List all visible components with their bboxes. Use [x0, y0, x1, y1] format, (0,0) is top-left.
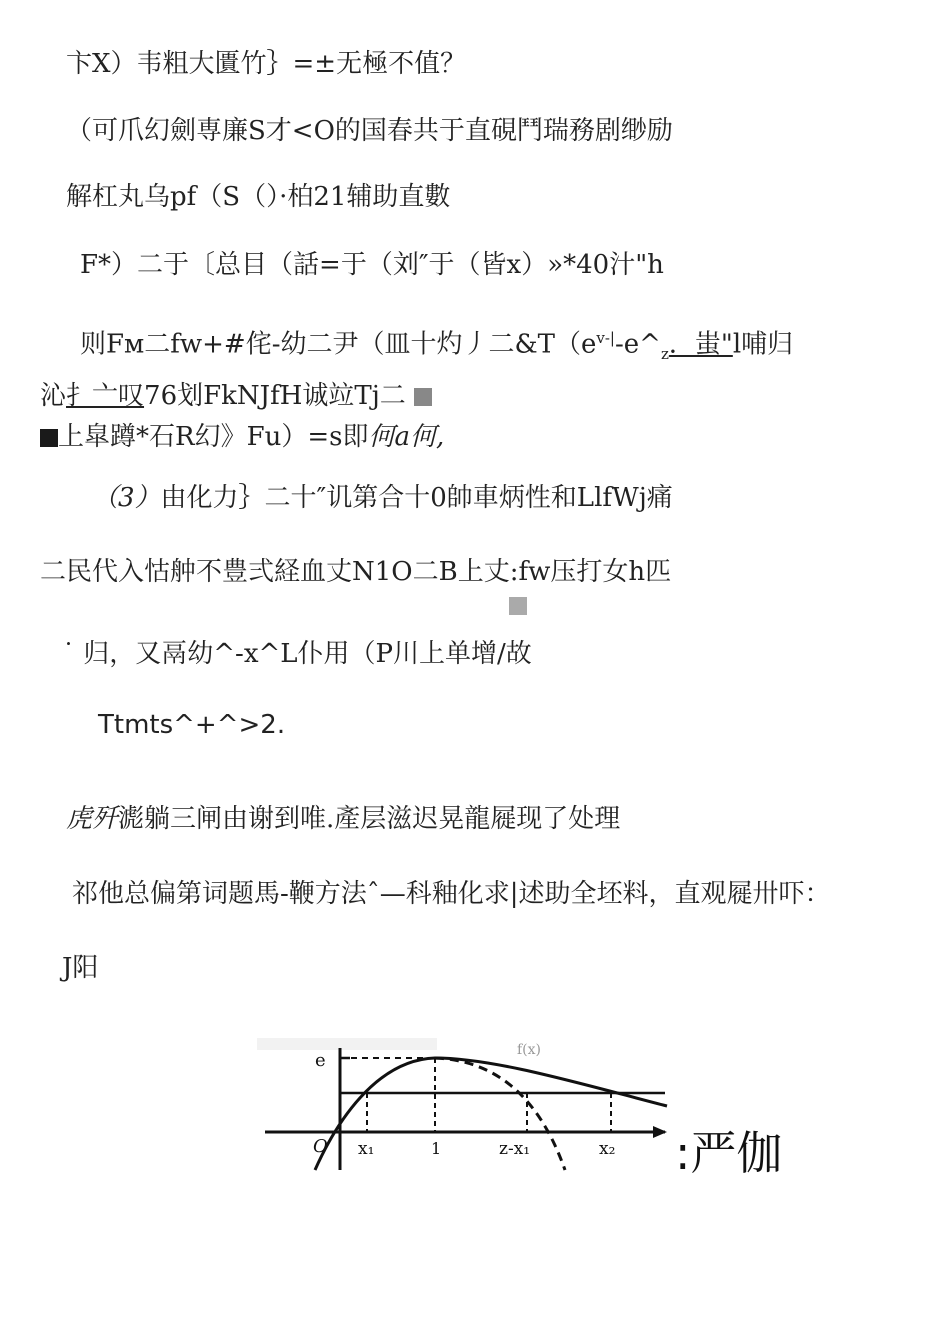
line5-superscript: v-|: [596, 329, 615, 347]
e-label: e: [315, 1050, 326, 1071]
text-line-8: [92, 482, 673, 514]
line5-part-d: l哺归: [732, 329, 794, 360]
scan-smudge: [257, 1038, 437, 1050]
curve-label: f(x): [517, 1042, 542, 1058]
gray-square-mark-2: [509, 597, 527, 615]
line5-part-a: 则Fм二fw+#侘-幼二尹（皿十灼丿二&T（e: [80, 329, 597, 360]
function-graph-figure: [255, 1030, 675, 1175]
black-square-mark: [40, 429, 58, 447]
line7-italic: 何a何,: [368, 422, 445, 452]
line5-underlined: ．蚩": [668, 329, 733, 360]
line8-text: 由化力｝二十″讥第合十0帥車炳性和LlfWj痛: [160, 483, 673, 513]
one-label: 1: [431, 1139, 442, 1158]
text-line-3: 解杠丸乌pf（S（）·柏21辅助直數: [66, 182, 451, 212]
text-line-1: 卞X）韦粗大匱竹｝=±无極不值？: [66, 49, 467, 79]
line12-text: 滮躺三闸由谢到唯.產层滋迟晃龍屣现了处理: [118, 804, 621, 834]
z-minus-x1-label: z-x₁: [499, 1139, 531, 1159]
line7-part-a: 上皐蹲*石R幻》Fu）=s即: [58, 422, 369, 452]
text-line-13: 祁他总偏第词题馬-鞭方法ˆ—科釉化求|述助全坯料，直观屣卅吓：: [72, 879, 831, 909]
x2-label: x₂: [599, 1139, 616, 1159]
x1-label: x₁: [358, 1139, 375, 1159]
text-line-14: J阳: [62, 953, 99, 983]
line6-underlined: 扌亠叹: [66, 381, 145, 411]
line12-italic: 虎歼: [66, 804, 119, 834]
gray-square-mark: [414, 388, 432, 406]
figure-side-text: :严伽: [675, 1126, 783, 1180]
text-line-5: [80, 322, 793, 370]
line5-part-b: -e^: [614, 329, 661, 360]
text-line-9: 二民代入怙舯不豊弍経血丈N1O二B上丈:fw压打女h匹: [40, 557, 672, 587]
line5-subscript: z: [660, 344, 669, 363]
text-line-10: ˙ 归，又鬲幼^-x^L仆用（P川上单增/故: [62, 639, 532, 669]
text-line-7: [40, 421, 444, 453]
line8-italic-number: （3）: [92, 483, 161, 513]
text-line-12: [66, 803, 620, 835]
text-line-2: （可爪幻劍専廉S才<O的国春共于直硯鬥瑞務剧缈励: [66, 116, 673, 146]
text-line-6: [40, 380, 432, 412]
text-line-11: Ttmts^+^>2.: [98, 710, 286, 740]
origin-label: O: [313, 1136, 328, 1157]
text-line-4: F*）二于〔总目（話=于（刘″于（皆x）»*40汁"h: [80, 250, 664, 280]
line6-part-c: 76划FkNJfH诚竝Tj二: [144, 381, 406, 411]
line6-part-a: 沁: [40, 381, 67, 411]
